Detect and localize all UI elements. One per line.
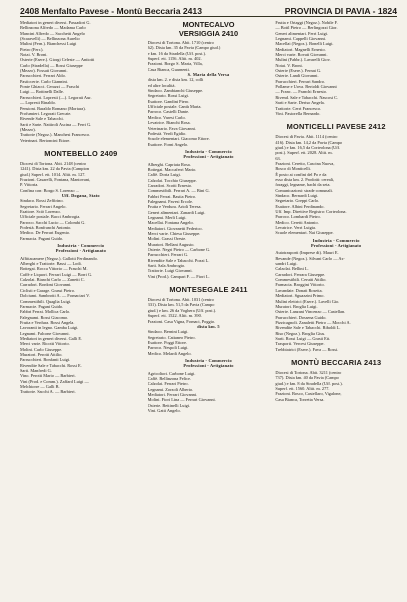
entry-line: Trasporti. Vercesi Giuseppe. (275, 341, 325, 347)
subsection-heading: Professioni - Artigianato (183, 154, 234, 160)
running-header (20, 3, 397, 16)
entry-line: Falegnami. Rossi Giacomo. (20, 314, 69, 320)
entry-line: Mancini Alfredo — Sacchetti Angelo (20, 30, 85, 36)
entry-line: Esattore. Forni Angelo. (147, 141, 189, 147)
entry-line: Parrucchieri. Bonfanti Luigi. (20, 357, 71, 363)
entry-line: Calzolai. Bellini L. (275, 266, 309, 272)
header-left: 2408 Menfalto Pavese - Montù Beccaria 2413 (20, 6, 202, 16)
entry-line: Commestibili. Cerutti Attilio. (275, 277, 327, 283)
entry-line: 737). Dista km. 40 da Pavia (Campo (275, 375, 339, 381)
entry-line: Pizzicagnoli. Zanaletti Pietro — Mocchi A. (275, 319, 351, 325)
entry-line: Medico. Melardi Angelo. (147, 350, 192, 356)
entry-line: Esattore. Poggi Ettore. (147, 339, 187, 345)
entry-line: Bottegai. Rocca Vittorio — Fraschi M. (20, 266, 88, 272)
entry-line: Legnami. Zorzoli Alberto. (147, 386, 194, 392)
entry-line: 1241). Dista km. 22 da Pavia (Campion (20, 166, 90, 172)
entry-line: Diocesi di Tortona. Abit. 1710 (centro (147, 40, 214, 45)
entry-line: 416). Dista km. 14,2 da Pavia (Campo (275, 139, 343, 145)
entry-line: sandri Luigi. (275, 261, 298, 267)
entry-line: Luigi — Bottinelli Dalle. (20, 89, 64, 95)
entry-line: dista km. 2. e dista km. 12, colli (147, 77, 204, 83)
subsection-heading: Industria - Commercio (57, 243, 105, 249)
entry-line: (Scaravelli) — Bellinzona Aurelio (20, 36, 80, 42)
entry-line: Segretario. Ferrari Angelo. (20, 203, 67, 209)
entry-line: Vini. Gatti Angelo. (147, 408, 181, 413)
entry-line: Lavoranti in legno. Gamba Luigi. (20, 325, 79, 331)
entry-line: — Franc. — Franchi Ernesto. (275, 89, 327, 95)
entry-line: Sindaco. Zambianchi Giuseppe. (147, 88, 204, 94)
subsection-heading: dista km. 5 (197, 323, 220, 329)
entry-line: Pensioni. Baraldo Romano (Mortara). (20, 105, 86, 111)
entry-line: Podestà. Bonfranchi Antonio. (20, 225, 72, 231)
subsection-heading: Industria - Commercio (185, 357, 232, 363)
entry-line: Sindaco. Rossi Zeffirino. (20, 198, 64, 204)
entry-line: Falegnami. Pavesi Ercole. (147, 198, 194, 204)
entry-line: Medico. De Ferrari Eugenio. (20, 230, 71, 236)
entry-line: Segretario. Rossi Luigi. (147, 93, 189, 99)
entry-line: Superf. ett. 1522. Altit. m. 390. (147, 313, 202, 319)
entry-line: Mediatori. Magnelli Ernesto. (275, 46, 326, 52)
entry-line: Vini. Pastorella Bernardo. (275, 110, 321, 116)
entry-line: Comunicazioni: strade comunali. (275, 187, 333, 193)
entry-line: Farmacia. Pagani Guido. (20, 235, 64, 241)
entry-line: Calzolai. Ferrari Pietro. (147, 381, 189, 387)
subsection-heading: Industria - Commercio (312, 237, 360, 243)
section-heading: MONTESEGALE 2411 (169, 285, 248, 295)
entry-line: giud.) e km. 16,5 da Corteolona (Uff. (275, 144, 341, 150)
entry-line: Commestibili. Ferrari A. — Bini G. (147, 188, 210, 194)
entry-line: Carradori. Scotti Ernesto. (147, 182, 193, 188)
entry-line: Superf. ett. 1156. Altit. m. 402. (147, 56, 202, 62)
entry-line: Osterie. Lanzani Vincenzo — Castellan. (275, 309, 346, 315)
entry-line: Vini (Prod.). Campari F. — Fiori L. (147, 273, 210, 279)
entry-line: Sindaco. Bernardi Luigi. (275, 192, 319, 198)
entry-line: Ciclisti e Garage. Grassi Pietro. (20, 287, 76, 293)
entry-line: Muratori. Perotti Attilio. (20, 351, 63, 357)
column-right (275, 20, 397, 598)
entry-line: Osterie. Bettinelli Luigi. (147, 402, 191, 408)
entry-line: Trattorie. Cerri Francesco. (275, 105, 322, 111)
entry-line: Carlo (Stradella) — Rossi Giuseppe (20, 62, 83, 68)
entry-line: Bellinzona Alfredo — Madama Carlo (20, 25, 86, 31)
entry-line: Vini (Prod. e Comm.). Zaffard Luigi — (20, 378, 89, 384)
subsection-heading: Professioni - Artigianato (183, 363, 234, 369)
entry-line: Mulini (Fabbr.). Lavarelli Giov. (275, 57, 331, 63)
entry-line: Caffè. Bellinzona Felice. (147, 375, 192, 381)
entry-line: Diocesi di Pavia. Abit. 1114 (centro (275, 134, 338, 140)
entry-line: esso dista km. 2. Prodotti: cereali, (275, 176, 335, 182)
entry-line: Rivendite Sale e Tabacchi. Riboldi L. (275, 325, 341, 331)
entry-line: Osterie. Landi Giovanni. (275, 73, 319, 79)
section-heading: MONTICELLI PAVESE 2412 (286, 122, 386, 132)
entry-line: Calzolai. Bianchi Carlo — Zanetti C. (20, 277, 85, 283)
entry-line: (Mezzo). (20, 126, 36, 132)
entry-line: Mediatori in generi diversi. Galli E. (20, 335, 83, 341)
entry-line: Bosco di Monticelli. (275, 166, 311, 172)
entry-line: Parrucchieri. Ferrari Aldo. (20, 73, 66, 79)
entry-line: Bottegai. Maccaferri Mario. (147, 166, 197, 172)
entry-line: Calzolai. Tocchio Giuseppe. (147, 177, 197, 183)
entry-line: Mediatori in generi diversi. Passadori G. (20, 20, 91, 25)
entry-line: Merci varie. Chiesa Giuseppe. (147, 231, 201, 237)
header-right: PROVINCIA DI PAVIA - 1824 (284, 6, 397, 16)
entry-line: Molini. Grassi Oreste. (147, 236, 187, 242)
entry-line: Bevande (Negoz.). Silvani Carlo — As- (275, 255, 345, 261)
entry-line: Rivende Sale e Tabacchi. (20, 116, 64, 122)
entry-line: e km. 16 da Stradella (Uff. post.). (147, 50, 206, 56)
entry-line: Rivend. Sale e Tabacchi. Nascosi C. (275, 94, 339, 100)
entry-line: Muratori. Bellani Augusto. (147, 241, 195, 247)
entry-line: Diocesi di Tortona. Abit. 1031 (centro (147, 297, 214, 303)
column-middle (148, 20, 270, 598)
entry-line: Parrucchieri. Ferrari G. (147, 252, 189, 258)
entry-line: Scuole elementari. Nai Giuseppe. (275, 230, 334, 236)
entry-line: Parrucchieri. Lopresti (—). Legorati Aur. (20, 94, 92, 100)
columns (20, 20, 397, 598)
entry-line: post.). Superf. ett. 2028. Altit. m. (275, 150, 333, 156)
entry-line: Sindaco. Bernini Luigi. (147, 329, 189, 335)
entry-line: Riso (Negoz.). Broglia Gius. (275, 330, 326, 336)
entry-line: Legnami. Cappelli Giovanni. (275, 36, 327, 42)
entry-line: Parroco. Castelli Dante. (147, 109, 190, 115)
entry-line: Parroco. Sacchi Lucio — Colombi G. (20, 219, 86, 225)
entry-line: È posto ai confini del Po e da (275, 171, 327, 177)
entry-line: Parrucchieri. Ferrari Sandro. (275, 78, 326, 84)
entry-line: Confina con: Borgo S. Lorenzo ... (20, 187, 79, 193)
entry-line: Frutta e Ortaggi (Negoz.). Nobile F. (275, 20, 338, 25)
entry-line: Trattorie (Negoz.). Manchesi Francesco. (20, 132, 91, 138)
entry-line: ed altre località. (147, 82, 176, 88)
entry-line: Generi alimentari. Ferri Luigi. (275, 30, 329, 36)
entry-line: Superf. ett. 1560. Altit. m. 277. (275, 385, 330, 391)
entry-line: Carradori. Ferrara Giuseppe. (275, 271, 326, 277)
subsection-heading: Professioni - Artigianato (311, 243, 362, 249)
entry-line: Sarti. Sala Ambrogio. (147, 263, 186, 269)
subsection-heading: Industria - Commercio (185, 148, 232, 154)
entry-line: Mediatori. Sguazzini Primo. (275, 293, 325, 299)
entry-line: Diocesi di Tortona. Abit. 3211 (centro (275, 369, 342, 375)
entry-line: Osterie (Esere.). Giorgi Celeste — Antiotti (20, 57, 95, 63)
entry-line: Sarti e Sarte. Nattiroli Ascina — Ferri G. (20, 121, 92, 127)
entry-line: Caffè. Doria Luigi. (147, 172, 181, 178)
entry-line: Sarti. Manfredi G. (20, 367, 52, 373)
entry-line: Merci varie. Rovati Giovanni. (275, 52, 328, 58)
entry-line: Esattore. Albini Ferdinando. (275, 203, 325, 209)
entry-line: Frazioni. Casarelli, Fontana, Mantovani, (20, 176, 91, 182)
entry-line: Muratori. Broglia Luigi. (275, 303, 318, 309)
entry-line: Alberghi. Capriata Rosa. (147, 161, 191, 167)
entry-line: Rivendite Sale e Tabacchi. Rossi E. (20, 362, 82, 368)
entry-line: Caffè e Liquori. Ferrari Luigi — Borri G. (20, 271, 93, 277)
entry-line: Mulini (Fern.). Bianchessi Luigi (20, 41, 77, 47)
entry-line: Osterie (Esere.). Fernat G. (275, 68, 322, 74)
entry-line: Pasticcerie. Carlo Giannini. (20, 78, 69, 84)
entry-line: Rivendite Sale e Tabacchi. Pozzi L. (147, 257, 210, 263)
entry-line: Pietro (Ferr.). (20, 46, 44, 52)
entry-line: Dolciumi. Sambrotti A. — Fornaciari V. (20, 293, 90, 299)
entry-line: Mediatori. Ferrari Giovanni. (147, 391, 198, 397)
entry-line: Farmacia. Broggini Vittorio. (275, 282, 325, 288)
entry-line: giud.) e km. 26 da Voghera (Uff. post.). (147, 307, 217, 313)
section-heading: MONTEBELLO 2409 (44, 148, 118, 158)
entry-line: Generi alimentari. Zanardi Luigi. (147, 209, 206, 215)
entry-line: Casa Bianca, Guarnenti. (147, 66, 190, 72)
header-rule (20, 16, 397, 17)
entry-line: Affittacamere (Negoz.). Gallotti Ferdinando. (20, 255, 98, 261)
entry-line: Notai. V. Broni. (275, 62, 303, 68)
entry-line: Medico. Ceretti Antonio. (275, 219, 319, 225)
entry-line: Veterinario. Fava Giovanni. (147, 125, 196, 131)
entry-line: Esattore. Sciò Lorenzo. (20, 209, 61, 214)
subsection-heading: Uff. Dogana, Stato (61, 192, 100, 198)
entry-line: Levatrice. Verri Luigia. (275, 225, 317, 231)
entry-line: Commestibili. Quaglia Luigi. (20, 298, 72, 304)
entry-line: Trattorie. Sacchi A. — Barbieri. (20, 389, 76, 395)
entry-line: 63. (275, 155, 281, 161)
entry-line: Merci varie. Ricotti Vittorio. (20, 341, 70, 347)
entry-line: Scuole elementari. Giacomo Ettore. (147, 136, 210, 142)
entry-line: Alberghi e Trattorie. Bassi — Lodi. (20, 261, 82, 267)
entry-line: Uff. Imp. Direttive Registro: Corteolona. (275, 209, 347, 214)
entry-line: Veterinari. Bertoncini Ettore. (20, 137, 71, 143)
entry-line: Pollame e Uova. Bertoldi Giovanni (275, 84, 337, 90)
entry-line: Lavandaie. Donati Rosetta. (275, 287, 323, 293)
entry-line: Vino. Perotti Mario — Barbieri. (20, 373, 76, 379)
entry-line: P. Vittoria. (20, 182, 39, 188)
entry-line: Notai. V. Broni. (20, 52, 48, 58)
section-heading: VERSIGGIA 2410 (178, 29, 239, 38)
entry-line: giud.) e km. 8 da Stradella (Uff. post.). (275, 380, 343, 386)
spacer (20, 143, 142, 145)
subsection-heading: Professioni - Artigianato (55, 248, 106, 254)
section-heading: MONTECALVO (182, 20, 235, 29)
entry-line: Segretario. Cattaneo Pietro. (147, 334, 196, 340)
entry-line: foraggi, legname, bachi da seta. (275, 182, 331, 188)
entry-line: 62). Dista km. 35 da Pavia (Campo giud.) (147, 45, 221, 51)
entry-line: Ponte Ghiacci. Cerazzi — Fraschi (20, 84, 80, 90)
entry-line: giud.) Superf. ett. 1014. Altit. m. 127. (20, 171, 86, 177)
entry-line: Frazioni. Borgo S. Maria, Villa, (147, 61, 203, 67)
entry-line: Frazioni. Bosco, Castellaro, Vigalone, (275, 391, 342, 397)
entry-line: Ufficiale postale. Cantù Maria. (147, 104, 202, 110)
entry-line: Casa Bianca, Torretta Versa. (275, 396, 325, 402)
entry-line: Fabbri Ferrai. Mollica Carlo. (20, 309, 71, 315)
entry-line: Fabbri Ferrai. Bastia Pietro. (147, 193, 197, 199)
entry-line: Mulini elettrici (Esere.). Lavelli Gio. (275, 298, 340, 304)
entry-line: Esattore. Gandini Piero. (147, 98, 190, 104)
entry-line: Frutta e Verdura. Arioli Teresa. (147, 204, 202, 210)
entry-line: — Lopresti Rinaldo. (20, 100, 56, 106)
entry-line: Trebbiatrici (Esere.). Fava — Rossi. (275, 346, 339, 352)
entry-line: Profumieri. Legorati Grecate. (20, 110, 72, 116)
entry-line: Parroco. Lombardi Pietro. (275, 214, 321, 220)
spacer (148, 279, 270, 281)
entry-line: Levatrice. Bianchi Rosa. (147, 120, 191, 126)
entry-line: Sarti e Sarte. Deriso Angela. (275, 100, 325, 106)
entry-line: Podestà. Verdi Egidio. (147, 130, 187, 136)
entry-line: Macellai (Negoz.). Bonelli Luigi. (275, 41, 334, 47)
entry-line: Medico. Varesi Carlo. (147, 114, 186, 120)
column-left (20, 20, 142, 598)
entry-line: Carradori. Bordoni Giovanni. (20, 282, 72, 288)
entry-line: Legnami. Falcone Giovanni. (20, 330, 70, 336)
entry-line: Melchiorre — Galli B. (20, 384, 60, 389)
spacer (275, 352, 397, 354)
entry-line: — Bottl Pietro — Berlingozzi Gior. (275, 25, 338, 31)
entry-line: Molini. Carlo Giuseppe. (20, 346, 63, 352)
entry-line: Frazioni. Ceretto, Cascina Nuova, (275, 160, 335, 166)
entry-line: Macellai. Fontana Angelo. (147, 220, 194, 226)
entry-line: Parroco. Nespoli Luigi. (147, 345, 189, 351)
entry-line: Farmacie. Pagani Guido. (20, 303, 64, 309)
spacer (275, 116, 397, 118)
entry-line: Frutta e Verdura. Bossi Angela. (20, 319, 75, 325)
entry-line: Autotrasporti (Imprese di). Mauri E. (275, 250, 339, 256)
entry-line: Diocesi di Tortona. Abit. 2148 (centro (20, 160, 87, 166)
entry-line: Parrucchieri. Dossena Guido. (275, 314, 327, 320)
subsection-heading: S. Maria della Versa (187, 72, 230, 78)
section-heading: MONTÙ BECCARIA 2413 (291, 357, 382, 367)
entry-line: Agricoltori. Carbone Luigi. (147, 370, 196, 376)
entry-line: Frazioni. Casa Vigna, Fornaci, Poggio. (147, 318, 216, 324)
entry-line: (Mezzo). Fossati Giovanni. (20, 68, 68, 74)
entry-line: Osterie. Negri Pietro — Carbone G. (147, 247, 211, 253)
entry-line: Trattorie. Luigi Giovanni. (147, 268, 193, 274)
entry-line: Sarti. Rossi Luigi — Grasti Ett. (275, 335, 331, 341)
entry-line: Ufficiale postale. Bacci Ambrogia. (20, 214, 81, 220)
entry-line: Mediatori. Giovanetti Federico. (147, 225, 203, 231)
entry-line: Segretario. Greppi Carlo. (275, 198, 320, 204)
entry-line: Molini. Fiori Lina — Ferrari Giovanni. (147, 397, 216, 403)
entry-line: 331). Dista km. 51,5 da Pavia (Campo (147, 302, 215, 308)
entry-line: Legnami. Merli Luigi. (147, 215, 187, 220)
